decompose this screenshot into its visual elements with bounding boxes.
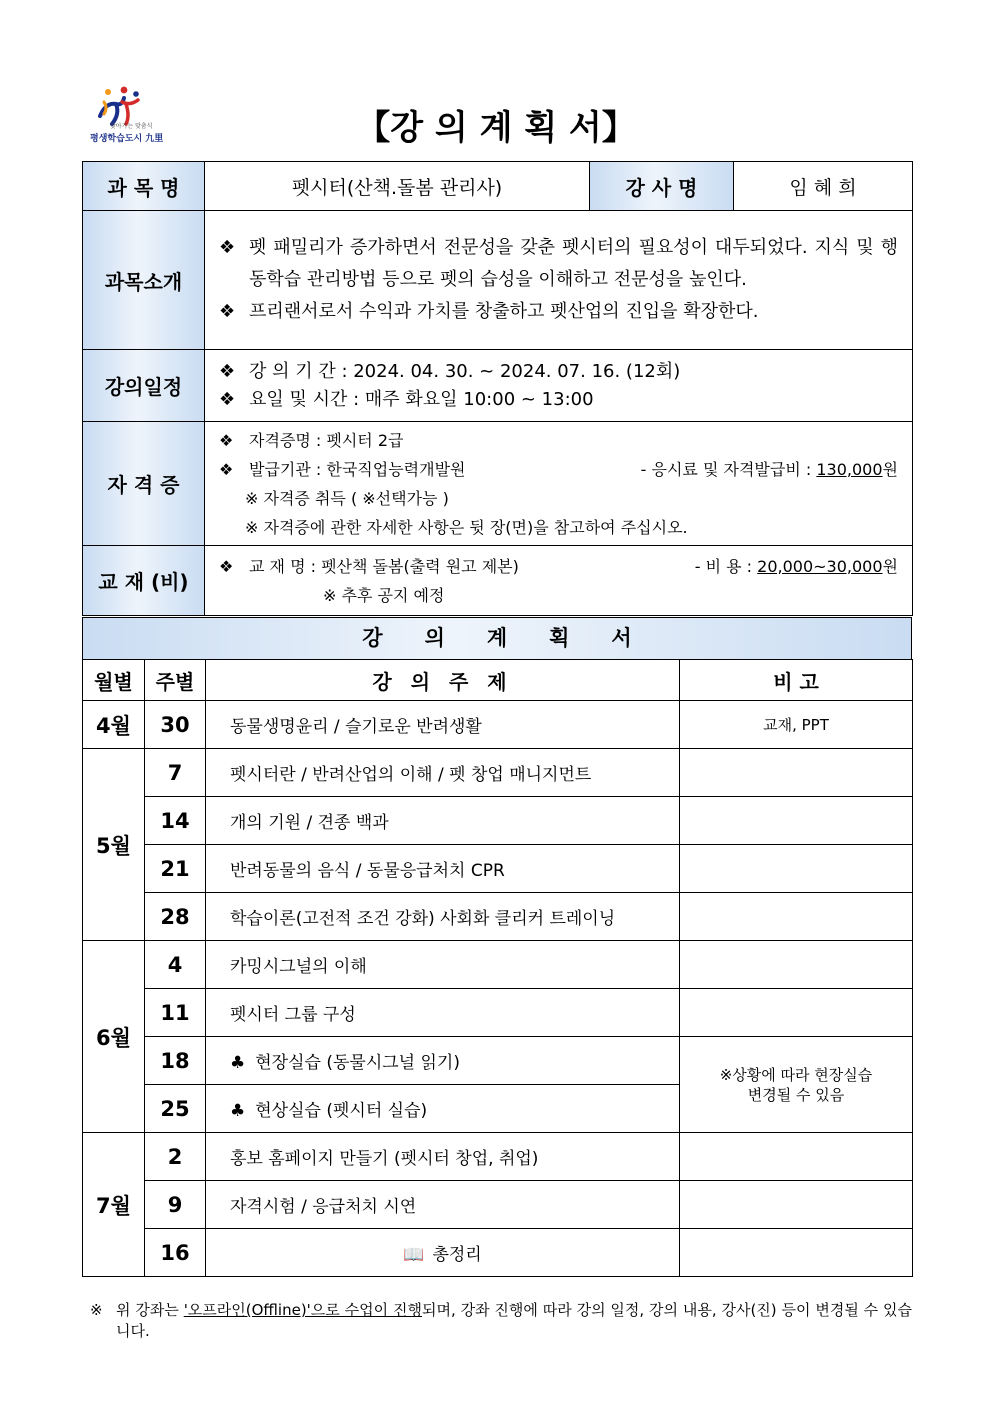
note-cell — [680, 845, 913, 893]
footer-notice — [90, 1300, 912, 1342]
textbook-content — [205, 546, 913, 616]
instructor-label: 강 사 명 — [590, 162, 734, 211]
textbook-note: ※ 추후 공지 예정 — [323, 585, 445, 605]
week-cell: 9 — [145, 1181, 206, 1229]
note-cell — [680, 941, 913, 989]
document-title: 【강 의 계 획 서】 — [356, 108, 636, 148]
cert-content — [205, 422, 913, 546]
week-cell: 21 — [145, 845, 206, 893]
topic-cell: 반려동물의 음식 / 동물응급처치 CPR — [206, 845, 680, 893]
intro-item: 펫 패밀리가 증가하면서 전문성을 갖춘 펫시터의 필요성이 대두되었다. 지식 및 행동학습 관리방법 등으로 펫의 습성을 이해하고 전문성을 높인다. — [249, 237, 898, 290]
cert-note-2: ※ 자격증에 관한 자세한 사항은 뒷 장(면)을 참고하여 주십시오. — [245, 517, 688, 537]
col-month-header: 월별 — [83, 660, 145, 701]
footer-text-underlined: '오프라인(Offline)'으로 수업이 진행 — [183, 1301, 422, 1319]
logo-name: 평생학습도시 九里 — [90, 134, 164, 144]
month-cell: 4월 — [83, 701, 145, 749]
week-cell: 28 — [145, 893, 206, 941]
topic-cell: 카밍시그널의 이해 — [206, 941, 680, 989]
cert-fee-value: 130,000 — [816, 459, 883, 479]
col-note-header: 비 고 — [680, 660, 913, 701]
textbook-cost-unit: 원 — [882, 556, 898, 576]
club-icon: ♣ — [230, 1101, 246, 1121]
instructor-value: 임 혜 희 — [734, 162, 913, 211]
col-topic-header: 강 의 주 제 — [206, 660, 680, 701]
diamond-dots-icon: ❖ — [219, 360, 236, 382]
textbook-name: 교 재 명 : 펫산책 돌봄(출력 원고 제본) — [249, 556, 519, 576]
intro-item: 프리랜서로서 수익과 가치를 창출하고 펫산업의 진입을 확장한다. — [249, 301, 759, 322]
month-cell: 5월 — [83, 749, 145, 941]
note-cell — [680, 989, 913, 1037]
week-cell: 7 — [145, 749, 206, 797]
diamond-dots-icon: ❖ — [219, 388, 236, 410]
practice-note-line1: ※상황에 따라 현장실습 — [719, 1065, 873, 1084]
week-cell: 25 — [145, 1085, 206, 1133]
topic-cell: 펫시터 그룹 구성 — [206, 989, 680, 1037]
schedule-time: 요일 및 시간 : 매주 화요일 10:00 ~ 13:00 — [249, 388, 594, 410]
subject-value: 펫시터(산책.돌봄 관리사) — [205, 162, 590, 211]
intro-content — [205, 211, 913, 350]
logo-tagline: 찾아가는 맞춤식 — [110, 123, 153, 130]
lecture-schedule-table — [82, 659, 913, 1277]
note-cell: 교재, PPT — [680, 701, 913, 749]
textbook-label: 교 재 (비) — [83, 546, 205, 616]
week-cell: 14 — [145, 797, 206, 845]
topic-cell: 학습이론(고전적 조건 강화) 사회화 클리커 트레이닝 — [206, 893, 680, 941]
topic-text: 현장실습 (동물시그널 읽기) — [255, 1053, 460, 1073]
course-info-table — [82, 161, 913, 616]
week-cell: 11 — [145, 989, 206, 1037]
topic-text: 총정리 — [432, 1245, 482, 1265]
topic-cell — [206, 1085, 680, 1133]
diamond-dots-icon: ❖ — [219, 556, 234, 576]
plan-section-header: 강의계획서 — [82, 617, 912, 659]
subject-label: 과 목 명 — [83, 162, 205, 211]
month-cell: 6월 — [83, 941, 145, 1133]
week-cell: 16 — [145, 1229, 206, 1277]
topic-cell: 홍보 홈페이지 만들기 (펫시터 창업, 취업) — [206, 1133, 680, 1181]
footer-text-after: 되며, 강좌 진행에 따라 강의 일정, 강의 내용, 강사(진) 등이 변경될 수 있습니다. — [116, 1301, 913, 1340]
topic-cell: 동물생명윤리 / 슬기로운 반려생활 — [206, 701, 680, 749]
diamond-dots-icon: ❖ — [219, 301, 236, 322]
cert-fee-label: - 응시료 및 자격발급비 : — [640, 459, 817, 479]
cert-note-1: ※ 자격증 취득 ( ※선택가능 ) — [245, 488, 449, 508]
note-cell — [680, 1133, 913, 1181]
topic-cell: 펫시터란 / 반려산업의 이해 / 펫 창업 매니지먼트 — [206, 749, 680, 797]
topic-cell — [206, 1037, 680, 1085]
cert-fee-unit: 원 — [882, 459, 898, 479]
footer-mark: ※ — [90, 1301, 103, 1319]
schedule-period: 강 의 기 간 : 2024. 04. 30. ~ 2024. 07. 16. (12회) — [249, 360, 681, 382]
note-cell — [680, 1181, 913, 1229]
cert-issuer: 발급기관 : 한국직업능력개발원 — [249, 459, 466, 479]
practice-note-line2: 변경될 수 있음 — [747, 1085, 845, 1104]
textbook-cost-label: - 비 용 : — [694, 556, 758, 576]
week-cell: 2 — [145, 1133, 206, 1181]
topic-cell — [206, 1229, 680, 1277]
week-cell: 18 — [145, 1037, 206, 1085]
schedule-content — [205, 350, 913, 422]
week-cell: 30 — [145, 701, 206, 749]
topic-cell: 개의 기원 / 견종 백과 — [206, 797, 680, 845]
diamond-dots-icon: ❖ — [219, 237, 236, 258]
open-book-icon: 📖 — [403, 1245, 425, 1265]
textbook-cost-value: 20,000~30,000 — [757, 556, 883, 576]
schedule-label: 강의일정 — [83, 350, 205, 422]
topic-text: 현상실습 (펫시터 실습) — [255, 1101, 428, 1121]
col-week-header: 주별 — [145, 660, 206, 701]
month-cell: 7월 — [83, 1133, 145, 1277]
intro-label: 과목소개 — [83, 211, 205, 350]
note-cell — [680, 893, 913, 941]
cert-name: 자격증명 : 펫시터 2급 — [249, 430, 404, 450]
diamond-dots-icon: ❖ — [219, 459, 234, 479]
note-cell — [680, 1229, 913, 1277]
cert-label: 자 격 증 — [83, 422, 205, 546]
note-cell — [680, 797, 913, 845]
diamond-dots-icon: ❖ — [219, 430, 234, 450]
week-cell: 4 — [145, 941, 206, 989]
club-icon: ♣ — [230, 1053, 246, 1073]
practice-note — [680, 1037, 913, 1133]
footer-text-before: 위 강좌는 — [116, 1301, 184, 1319]
topic-cell: 자격시험 / 응급처치 시연 — [206, 1181, 680, 1229]
note-cell — [680, 749, 913, 797]
